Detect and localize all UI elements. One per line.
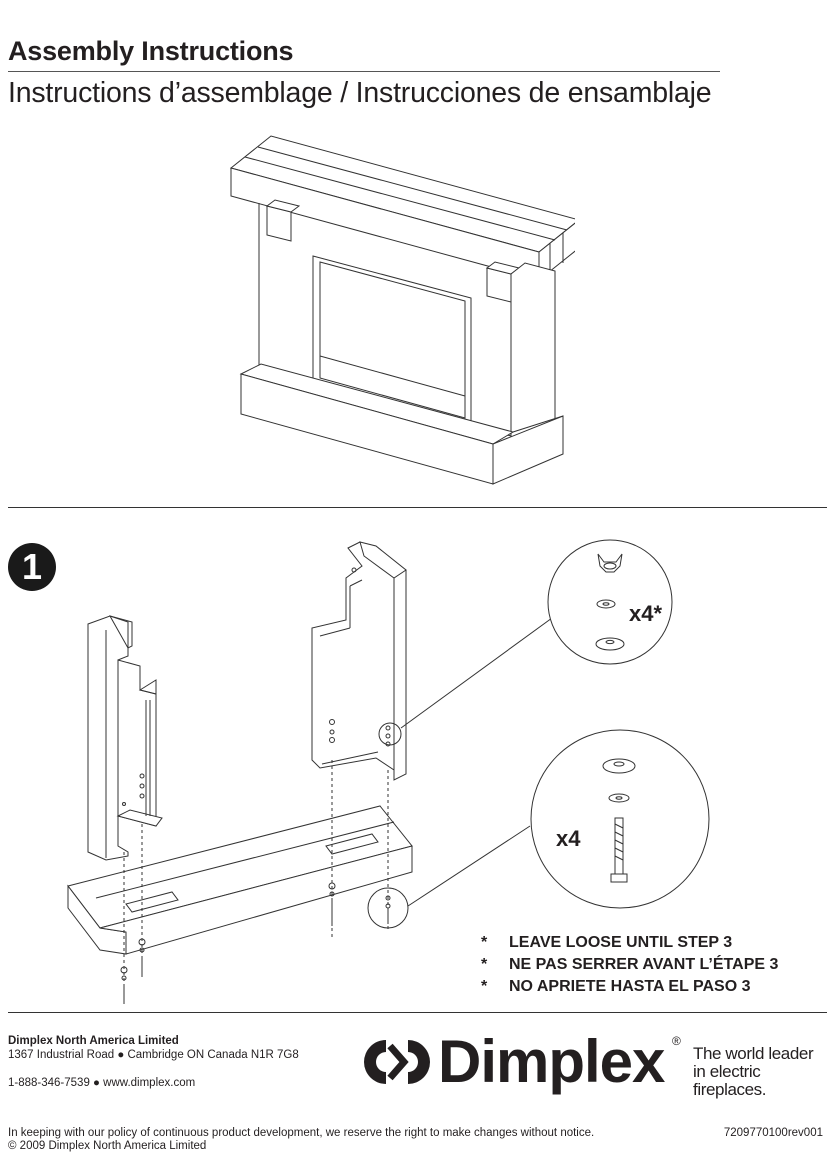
- note-line: [481, 954, 778, 976]
- section-divider: [8, 507, 827, 508]
- right-side-panel: [312, 542, 406, 780]
- copyright: © 2009 Dimplex North America Limited: [8, 1140, 207, 1152]
- disclaimer-line-1: In keeping with our policy of continuous product development, we reserve the right to make changes without notice.: [8, 1127, 595, 1139]
- dimplex-logo-mark-icon: [362, 1036, 432, 1088]
- company-contact: 1-888-346-7539 ● www.dimplex.com: [8, 1077, 196, 1089]
- title-divider: [8, 71, 720, 72]
- tagline-line-1: The world leader: [693, 1044, 814, 1063]
- fireplace-mantel-illustration: [225, 128, 575, 488]
- disclaimer: [8, 1127, 594, 1153]
- logo-wordmark: Dimplex: [438, 1028, 665, 1095]
- note-line: [481, 976, 778, 998]
- asterisk: *: [481, 956, 488, 973]
- bolt-washer-detail: [529, 728, 711, 910]
- registered-mark: ®: [672, 1034, 681, 1048]
- company-address: 1367 Industrial Road ● Cambridge ON Canada N1R 7G8: [8, 1049, 299, 1061]
- asterisk: *: [481, 978, 488, 995]
- note-text: NO APRIETE HASTA EL PASO 3: [509, 978, 751, 995]
- note-text: LEAVE LOOSE UNTIL STEP 3: [509, 934, 733, 951]
- step-number-badge: 1: [8, 543, 56, 591]
- left-side-panel: [88, 616, 162, 860]
- page-title: Assembly Instructions: [8, 36, 294, 66]
- note-text: NE PAS SERRER AVANT L’ÉTAPE 3: [509, 956, 779, 973]
- asterisk: *: [481, 934, 488, 951]
- note-line: [481, 932, 778, 954]
- assembly-notes: [481, 932, 778, 998]
- footer-divider: [8, 1012, 827, 1013]
- hardware-quantity-bottom: x4: [556, 826, 581, 851]
- tagline-line-2: in electric fireplaces.: [693, 1062, 767, 1099]
- company-name: Dimplex North America Limited: [8, 1035, 179, 1047]
- hardware-quantity-top: x4*: [629, 601, 663, 626]
- dimplex-logo: [362, 1028, 827, 1099]
- document-number: 7209770100rev001: [723, 1127, 823, 1139]
- page-subtitle: Instructions d’assemblage / Instrucciones de ensamblaje: [8, 77, 712, 109]
- tagline: [693, 1045, 827, 1099]
- company-info: [8, 1034, 299, 1090]
- base-plinth: [68, 806, 412, 954]
